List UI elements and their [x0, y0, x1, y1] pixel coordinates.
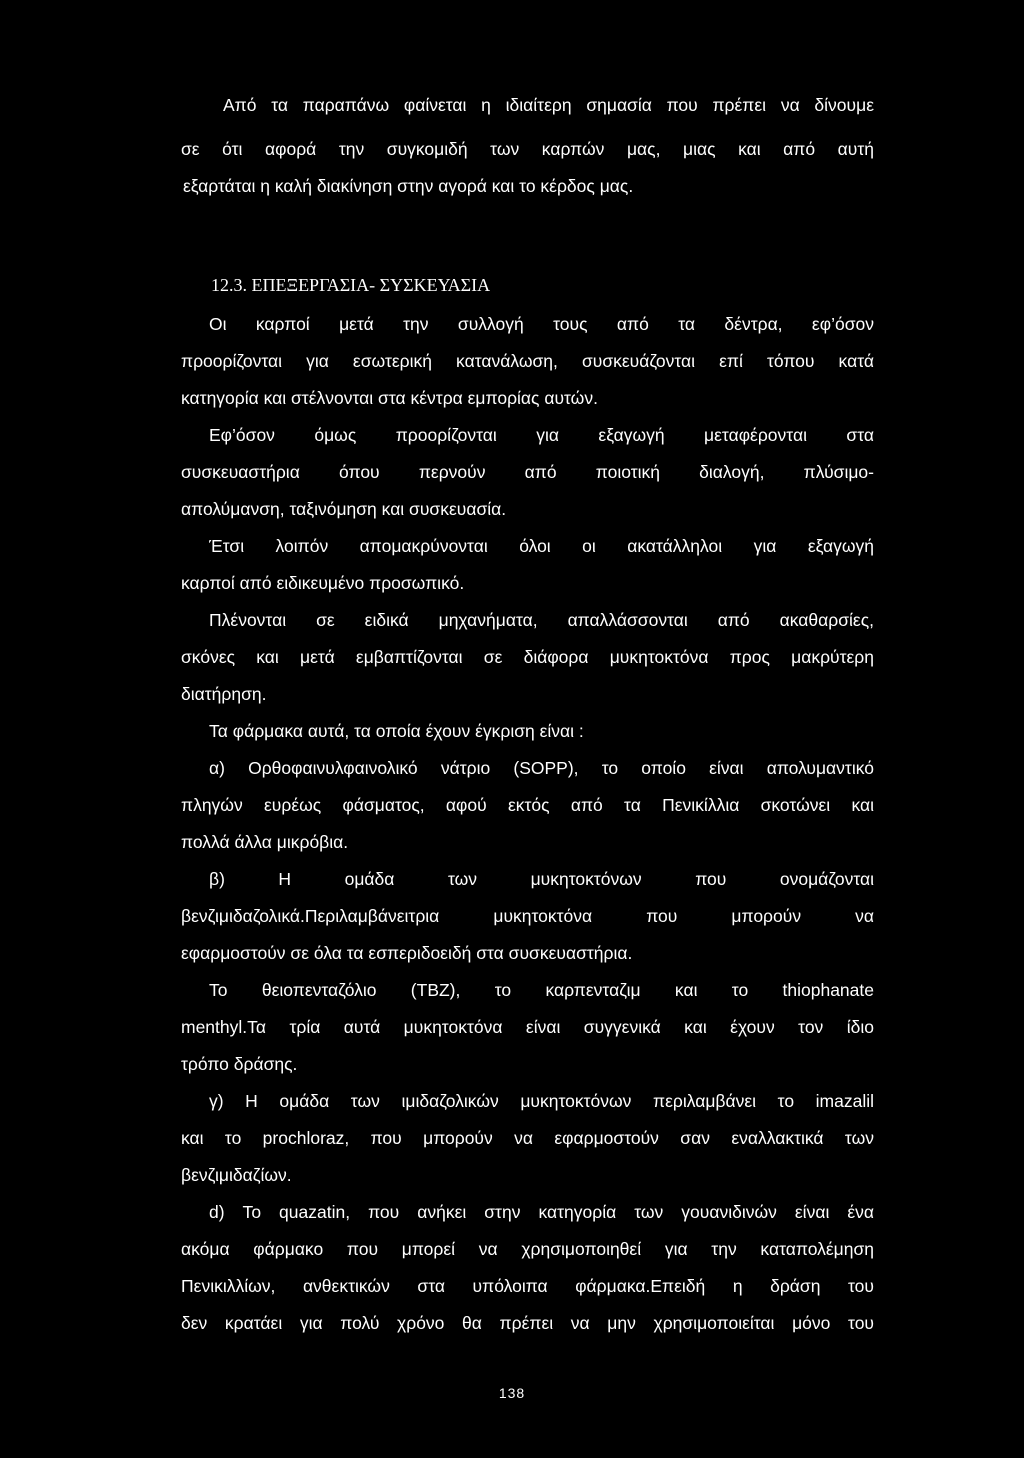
text-line: προορίζονται για εσωτερική κατανάλωση, συσκευάζονται επί τόπου κατά	[181, 351, 874, 371]
page-number: 138	[498, 1385, 526, 1401]
text-line: γ) Η ομάδα των ιμιδαζολικών μυκητοκτόνων περιλαμβάνει το imazalil	[209, 1091, 874, 1111]
text-line: καρποί από ειδικευμένο προσωπικό.	[181, 573, 465, 593]
text-line: Τα φάρμακα αυτά, τα οποία έχουν έγκριση είναι :	[209, 721, 584, 741]
text-line: κατηγορία και στέλνονται στα κέντρα εμπορίας αυτών.	[181, 388, 598, 408]
text-line: πολλά άλλα μικρόβια.	[181, 832, 349, 852]
text-line: Από τα παραπάνω φαίνεται η ιδιαίτερη σημασία που πρέπει να δίνουμε	[223, 95, 874, 115]
text-line: εξαρτάται η καλή διακίνηση στην αγορά και το κέρδος μας.	[183, 176, 634, 196]
text-line: ακόμα φάρμακο που μπορεί να χρησιμοποιηθεί για την καταπολέμηση	[181, 1239, 874, 1259]
text-line: διατήρηση.	[181, 684, 267, 704]
text-line: δεν κρατάει για πολύ χρόνο θα πρέπει να μην χρησιμοποιείται μόνο του	[181, 1313, 874, 1333]
text-line: απολύμανση, ταξινόμηση και συσκευασία.	[181, 499, 507, 519]
text-line: βενζιμιδαζίων.	[181, 1165, 292, 1185]
text-line: Εφ’όσον όμως προορίζονται για εξαγωγή μεταφέρονται στα	[209, 425, 874, 445]
text-line: σκόνες και μετά εμβαπτίζονται σε διάφορα μυκητοκτόνα προς μακρύτερη	[181, 647, 874, 667]
text-line: βενζιμιδαζολικά.Περιλαμβάνειτρια μυκητοκτόνα που μπορούν να	[181, 906, 874, 926]
text-line: εφαρμοστούν σε όλα τα εσπεριδοειδή στα συσκευαστήρια.	[181, 943, 633, 963]
text-line: συσκευαστήρια όπου περνούν από ποιοτική διαλογή, πλύσιμο-	[181, 462, 874, 482]
text-line: τρόπο δράσης.	[181, 1054, 298, 1074]
text-line: Έτσι λοιπόν απομακρύνονται όλοι οι ακατάλληλοι για εξαγωγή	[209, 536, 874, 556]
text-line: d) Το quazatin, που ανήκει στην κατηγορία των γουανιδινών είναι ένα	[209, 1202, 874, 1222]
section-heading: 12.3. ΕΠΕΞΕΡΓΑΣΙΑ- ΣΥΣΚΕΥΑΣΙΑ	[211, 275, 491, 295]
text-line: Οι καρποί μετά την συλλογή τους από τα δέντρα, εφ’όσον	[209, 314, 874, 334]
text-line: Πενικιλλίων, ανθεκτικών στα υπόλοιπα φάρμακα.Επειδή η δράση του	[181, 1276, 874, 1296]
text-line: menthyl.Τα τρία αυτά μυκητοκτόνα είναι συγγενικά και έχουν τον ίδιο	[181, 1017, 874, 1037]
text-line: πληγών ευρέως φάσματος, αφού εκτός από τα Πενικίλλια σκοτώνει και	[181, 795, 874, 815]
text-line: σε ότι αφορά την συγκομιδή των καρπών μας, μιας και από αυτή	[181, 139, 874, 159]
text-line: α) Ορθοφαινυλφαινολικό νάτριο (SOPP), το οποίο είναι απολυμαντικό	[209, 758, 874, 778]
text-line: Το θειοπενταζόλιο (TBZ), το καρπενταζιμ και το thiophanate	[209, 980, 874, 1000]
text-line: Πλένονται σε ειδικά μηχανήματα, απαλλάσσονται από ακαθαρσίες,	[209, 610, 874, 630]
text-line: και το prochloraz, που μπορούν να εφαρμοστούν σαν εναλλακτικά των	[181, 1128, 874, 1148]
text-line: β) Η ομάδα των μυκητοκτόνων που ονομάζονται	[209, 869, 874, 889]
